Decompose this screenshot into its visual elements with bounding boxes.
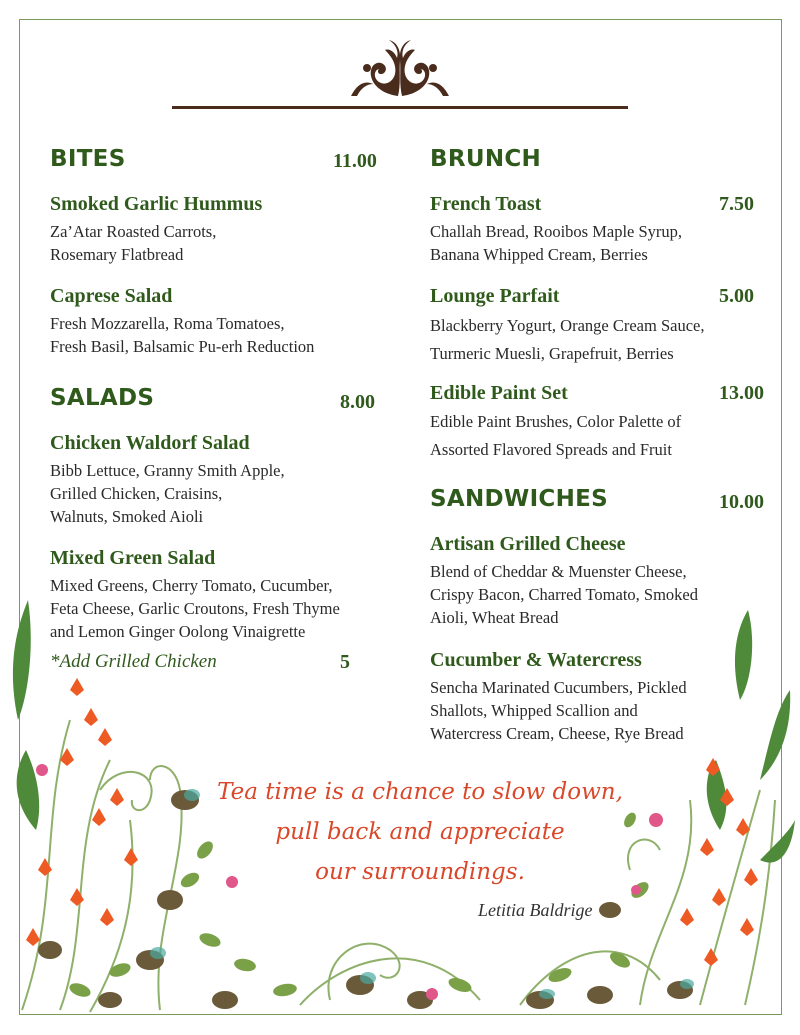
menu-item-description: Edible Paint Brushes, Color Palette of Assorted Flavored Spreads and Fruit [430, 412, 682, 459]
menu-item-description: Bibb Lettuce, Granny Smith Apple, Grilled Chicken, Craisins, Walnuts, Smoked Aioli [50, 461, 285, 526]
quote-author: Letitia Baldrige [478, 900, 593, 920]
quote-text: Tea time is a chance to slow down, pull back and appreciate our surroundings. [217, 779, 623, 885]
menu-item-name: French Toast [430, 193, 542, 215]
menu-item-description: Challah Bread, Rooibos Maple Syrup, Banana Whipped Cream, Berries [430, 222, 683, 264]
addon-price: 5 [340, 651, 350, 673]
section-title-salads: SALADS [50, 385, 155, 411]
section-title-sandwiches: SANDWICHES [430, 486, 609, 512]
menu-item-price: 7.50 [719, 193, 754, 215]
menu-item-description: Blackberry Yogurt, Orange Cream Sauce, Turmeric Muesli, Grapefruit, Berries [430, 316, 705, 363]
section-title-brunch: BRUNCH [430, 146, 542, 172]
section-title-bites: BITES [50, 146, 126, 172]
menu-item-name: Caprese Salad [50, 285, 173, 307]
section-price-salads: 8.00 [340, 391, 375, 413]
menu-item-name: Cucumber & Watercress [430, 649, 642, 671]
menu-item-name: Smoked Garlic Hummus [50, 193, 263, 215]
menu-item-name: Edible Paint Set [430, 382, 568, 404]
menu-item-description: Mixed Greens, Cherry Tomato, Cucumber, Feta Cheese, Garlic Croutons, Fresh Thyme and Lemon Ginger Oolong Vinaigrette [50, 576, 340, 641]
menu-item-price: 5.00 [719, 285, 754, 307]
menu-item-description: Fresh Mozzarella, Roma Tomatoes, Fresh Basil, Balsamic Pu-erh Reduction [50, 314, 315, 356]
section-price-bites: 11.00 [333, 150, 377, 172]
menu-item-name: Chicken Waldorf Salad [50, 432, 250, 454]
menu-item-description: Sencha Marinated Cucumbers, Pickled Shallots, Whipped Scallion and Watercress Cream, Cheese, Rye Bread [430, 678, 687, 743]
menu-item-name: Mixed Green Salad [50, 547, 216, 569]
menu-item-price: 13.00 [719, 382, 764, 404]
menu-item-description: Blend of Cheddar & Muenster Cheese, Crispy Bacon, Charred Tomato, Smoked Aioli, Wheat Bread [430, 562, 699, 627]
menu-item-description: Za’Atar Roasted Carrots, Rosemary Flatbread [50, 222, 217, 264]
menu-item-name: Lounge Parfait [430, 285, 560, 307]
addon-label: *Add Grilled Chicken [50, 651, 217, 672]
section-price-sandwiches: 10.00 [719, 491, 764, 513]
menu-item-name: Artisan Grilled Cheese [430, 533, 626, 555]
